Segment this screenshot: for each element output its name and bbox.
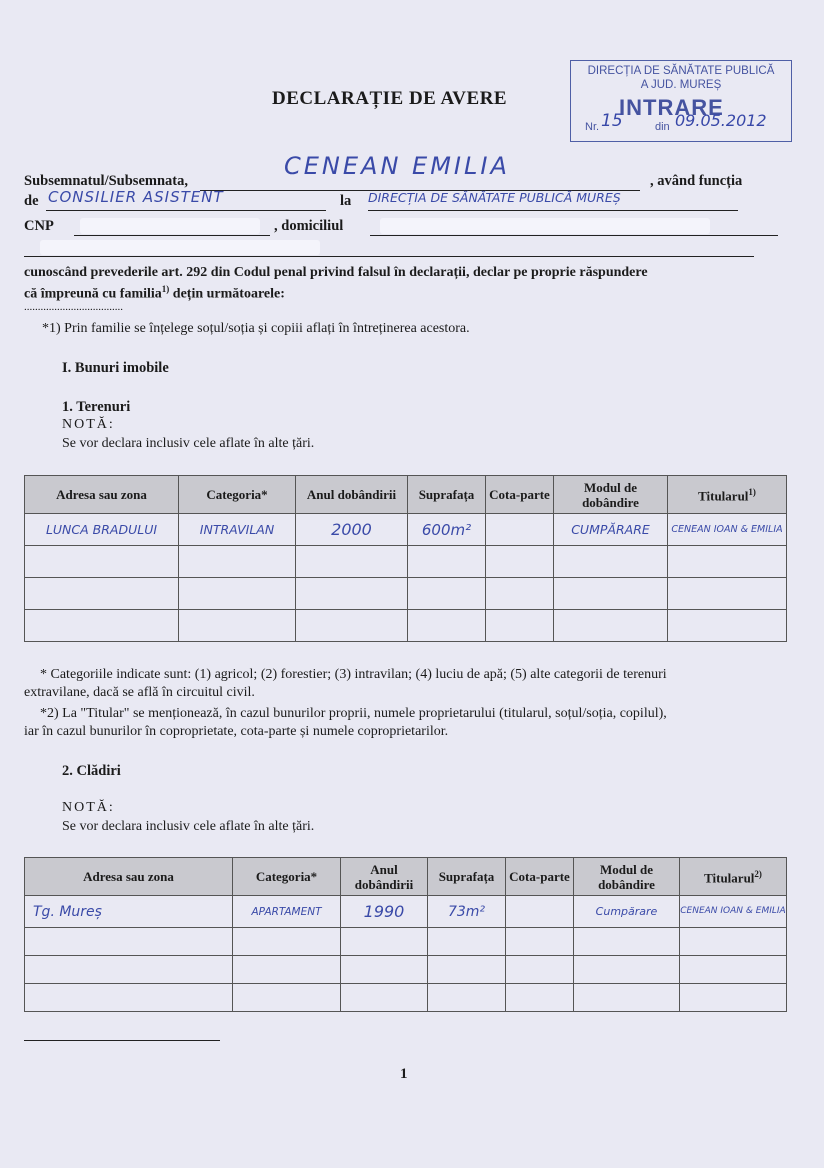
document-title: DECLARAȚIE DE AVERE [272,88,508,109]
table-row [25,928,787,956]
table-cell[interactable] [554,546,668,578]
header-modul: Modul de dobândire [574,858,680,896]
table-cell[interactable]: LUNCA BRADULUI [25,514,179,546]
table-cell[interactable] [408,578,486,610]
table-cell[interactable] [341,928,428,956]
table-cell[interactable] [486,546,554,578]
table-cell[interactable] [408,610,486,642]
table-cell[interactable]: CUMPĂRARE [554,514,668,546]
terenuri-nota-text: Se vor declara inclusiv cele aflate în alte țări. [62,436,315,451]
table-cell[interactable]: INTRAVILAN [179,514,296,546]
institution-underline [368,210,738,211]
table-cell[interactable] [179,578,296,610]
table-cell[interactable] [506,928,574,956]
table-cell[interactable] [554,578,668,610]
titularul-sup: 2) [754,869,762,880]
cnp-redaction [80,218,260,234]
domiciliul-label: , domiciliul [274,218,344,234]
table-cell[interactable] [574,956,680,984]
cladiri-nota-label: NOTĂ: [62,800,115,815]
table-cell[interactable] [668,578,787,610]
table-cell[interactable] [233,956,341,984]
table-cell[interactable] [25,928,233,956]
domiciliul-underline-1 [370,235,778,236]
table-cell[interactable] [341,956,428,984]
titularul-sup: 1) [748,487,756,498]
table-cell[interactable] [680,928,787,956]
table-cell[interactable] [25,610,179,642]
section-cladiri: 2. Clădiri [62,763,121,779]
header-cota: Cota-parte [506,858,574,896]
titular-footnote-1: *2) La "Titular" se menționează, în cazul bunurilor proprii, numele proprietarului (titularul, soțul/soția, copilul), [40,706,667,721]
cladiri-table [24,857,787,1012]
registration-stamp [570,60,792,142]
subsemnatul-label: Subsemnatul/Subsemnata, [24,173,188,189]
table-cell[interactable]: 73m² [428,896,506,928]
section-terenuri: 1. Terenuri [62,399,131,415]
stamp-din-value: 09.05.2012 [675,111,767,130]
titular-footnote-2: iar în cazul bunurilor în coproprietate, cota-parte și numele coproprietarilor. [24,724,449,739]
table-cell[interactable] [680,984,787,1012]
page-number: 1 [400,1066,408,1082]
intro-line-2 [24,284,285,303]
avand-functia-label: , având funcția [650,173,743,189]
table-cell[interactable] [233,984,341,1012]
table-cell[interactable] [428,984,506,1012]
stamp-nr-label: Nr. [585,121,600,133]
table-cell[interactable]: Cumpărare [574,896,680,928]
header-categoria: Categoria* [233,858,341,896]
domiciliul-underline-2 [24,256,754,257]
declarant-name[interactable]: CENEAN EMILIA [284,152,510,180]
terenuri-table [24,475,787,642]
table-cell[interactable] [408,546,486,578]
intro-dots: .................................... [24,301,123,313]
intro-line-1: cunoscând prevederile art. 292 din Codul penal privind falsul în declarații, declar pe proprie răspundere [24,265,648,280]
table-row [25,610,787,642]
header-titularul [668,476,787,514]
table-cell[interactable] [506,956,574,984]
table-cell[interactable]: 1990 [341,896,428,928]
stamp-din-label: din [655,121,670,133]
table-cell[interactable]: 600m² [408,514,486,546]
table-row [25,514,787,546]
table-cell[interactable] [486,578,554,610]
header-adresa: Adresa sau zona [25,476,179,514]
table-cell[interactable] [668,610,787,642]
table-cell[interactable] [25,956,233,984]
table-cell[interactable] [428,928,506,956]
function-underline [46,210,326,211]
header-modul: Modul de dobândire [554,476,668,514]
table-cell[interactable] [233,928,341,956]
declarant-institution[interactable]: DIRECȚIA DE SĂNĂTATE PUBLICĂ MUREȘ [368,190,621,205]
terenuri-nota-label: NOTĂ: [62,417,115,432]
footnote-separator [24,1040,220,1041]
de-label: de [24,193,39,209]
header-anul: Anul dobândirii [341,858,428,896]
cladiri-nota-text: Se vor declara inclusiv cele aflate în alte țări. [62,819,315,834]
stamp-line-2: A JUD. MUREȘ [640,79,722,91]
table-cell[interactable] [506,984,574,1012]
stamp-line-3: INTRARE [619,95,724,120]
header-titularul [680,858,787,896]
table-cell[interactable]: CENEAN IOAN & EMILIA [680,896,787,928]
table-row [25,984,787,1012]
table-cell[interactable]: APARTAMENT [233,896,341,928]
cladiri-header-row [25,858,787,896]
la-label: la [340,193,352,209]
header-anul: Anul dobândirii [296,476,408,514]
table-cell[interactable] [574,984,680,1012]
stamp-line-1: DIRECȚIA DE SĂNĂTATE PUBLICĂ [587,65,775,77]
cnp-underline [74,235,270,236]
table-cell[interactable] [428,956,506,984]
table-cell[interactable] [296,546,408,578]
stamp-nr-value: 15 [601,111,623,131]
table-cell[interactable] [574,928,680,956]
table-cell[interactable] [506,896,574,928]
table-cell[interactable]: 2000 [296,514,408,546]
table-row [25,578,787,610]
header-titularul-text: Titularul [704,870,755,886]
header-categoria: Categoria* [179,476,296,514]
table-cell[interactable] [25,546,179,578]
cnp-label: CNP [24,218,54,234]
header-suprafata: Suprafața [408,476,486,514]
table-cell[interactable] [486,610,554,642]
table-cell[interactable] [296,578,408,610]
family-footnote: *1) Prin familie se înțelege soțul/soția și copiii aflați în întreținerea acestora. [42,321,470,336]
table-row [25,896,787,928]
categorii-footnote-2: extravilane, dacă se află în circuitul civil. [24,685,255,700]
table-cell[interactable] [296,610,408,642]
intro-sup: 1) [161,284,170,294]
table-row [25,546,787,578]
header-titularul-text: Titularul [698,488,749,504]
table-cell[interactable]: CENEAN IOAN & EMILIA [668,514,787,546]
table-cell[interactable] [554,610,668,642]
table-cell[interactable] [680,956,787,984]
table-cell[interactable] [486,514,554,546]
header-cota: Cota-parte [486,476,554,514]
table-cell[interactable] [179,546,296,578]
table-cell[interactable]: Tg. Mureș [25,896,233,928]
table-cell[interactable] [25,984,233,1012]
intro-line-2b: dețin următoarele: [169,286,285,302]
intro-line-2a: că împreună cu familia [24,286,162,302]
header-suprafata: Suprafața [428,858,506,896]
section-bunuri-imobile: I. Bunuri imobile [62,360,169,376]
header-adresa: Adresa sau zona [25,858,233,896]
table-cell[interactable] [341,984,428,1012]
table-cell[interactable] [668,546,787,578]
declarant-function[interactable]: CONSILIER ASISTENT [48,188,224,206]
terenuri-header-row [25,476,787,514]
domiciliul-redaction-2 [40,240,320,255]
table-cell[interactable] [25,578,179,610]
table-cell[interactable] [179,610,296,642]
table-row [25,956,787,984]
domiciliul-redaction-1 [380,218,710,234]
categorii-footnote-1: * Categoriile indicate sunt: (1) agricol; (2) forestier; (3) intravilan; (4) luciu de apă; (5) alte categorii de terenuri [40,667,667,682]
